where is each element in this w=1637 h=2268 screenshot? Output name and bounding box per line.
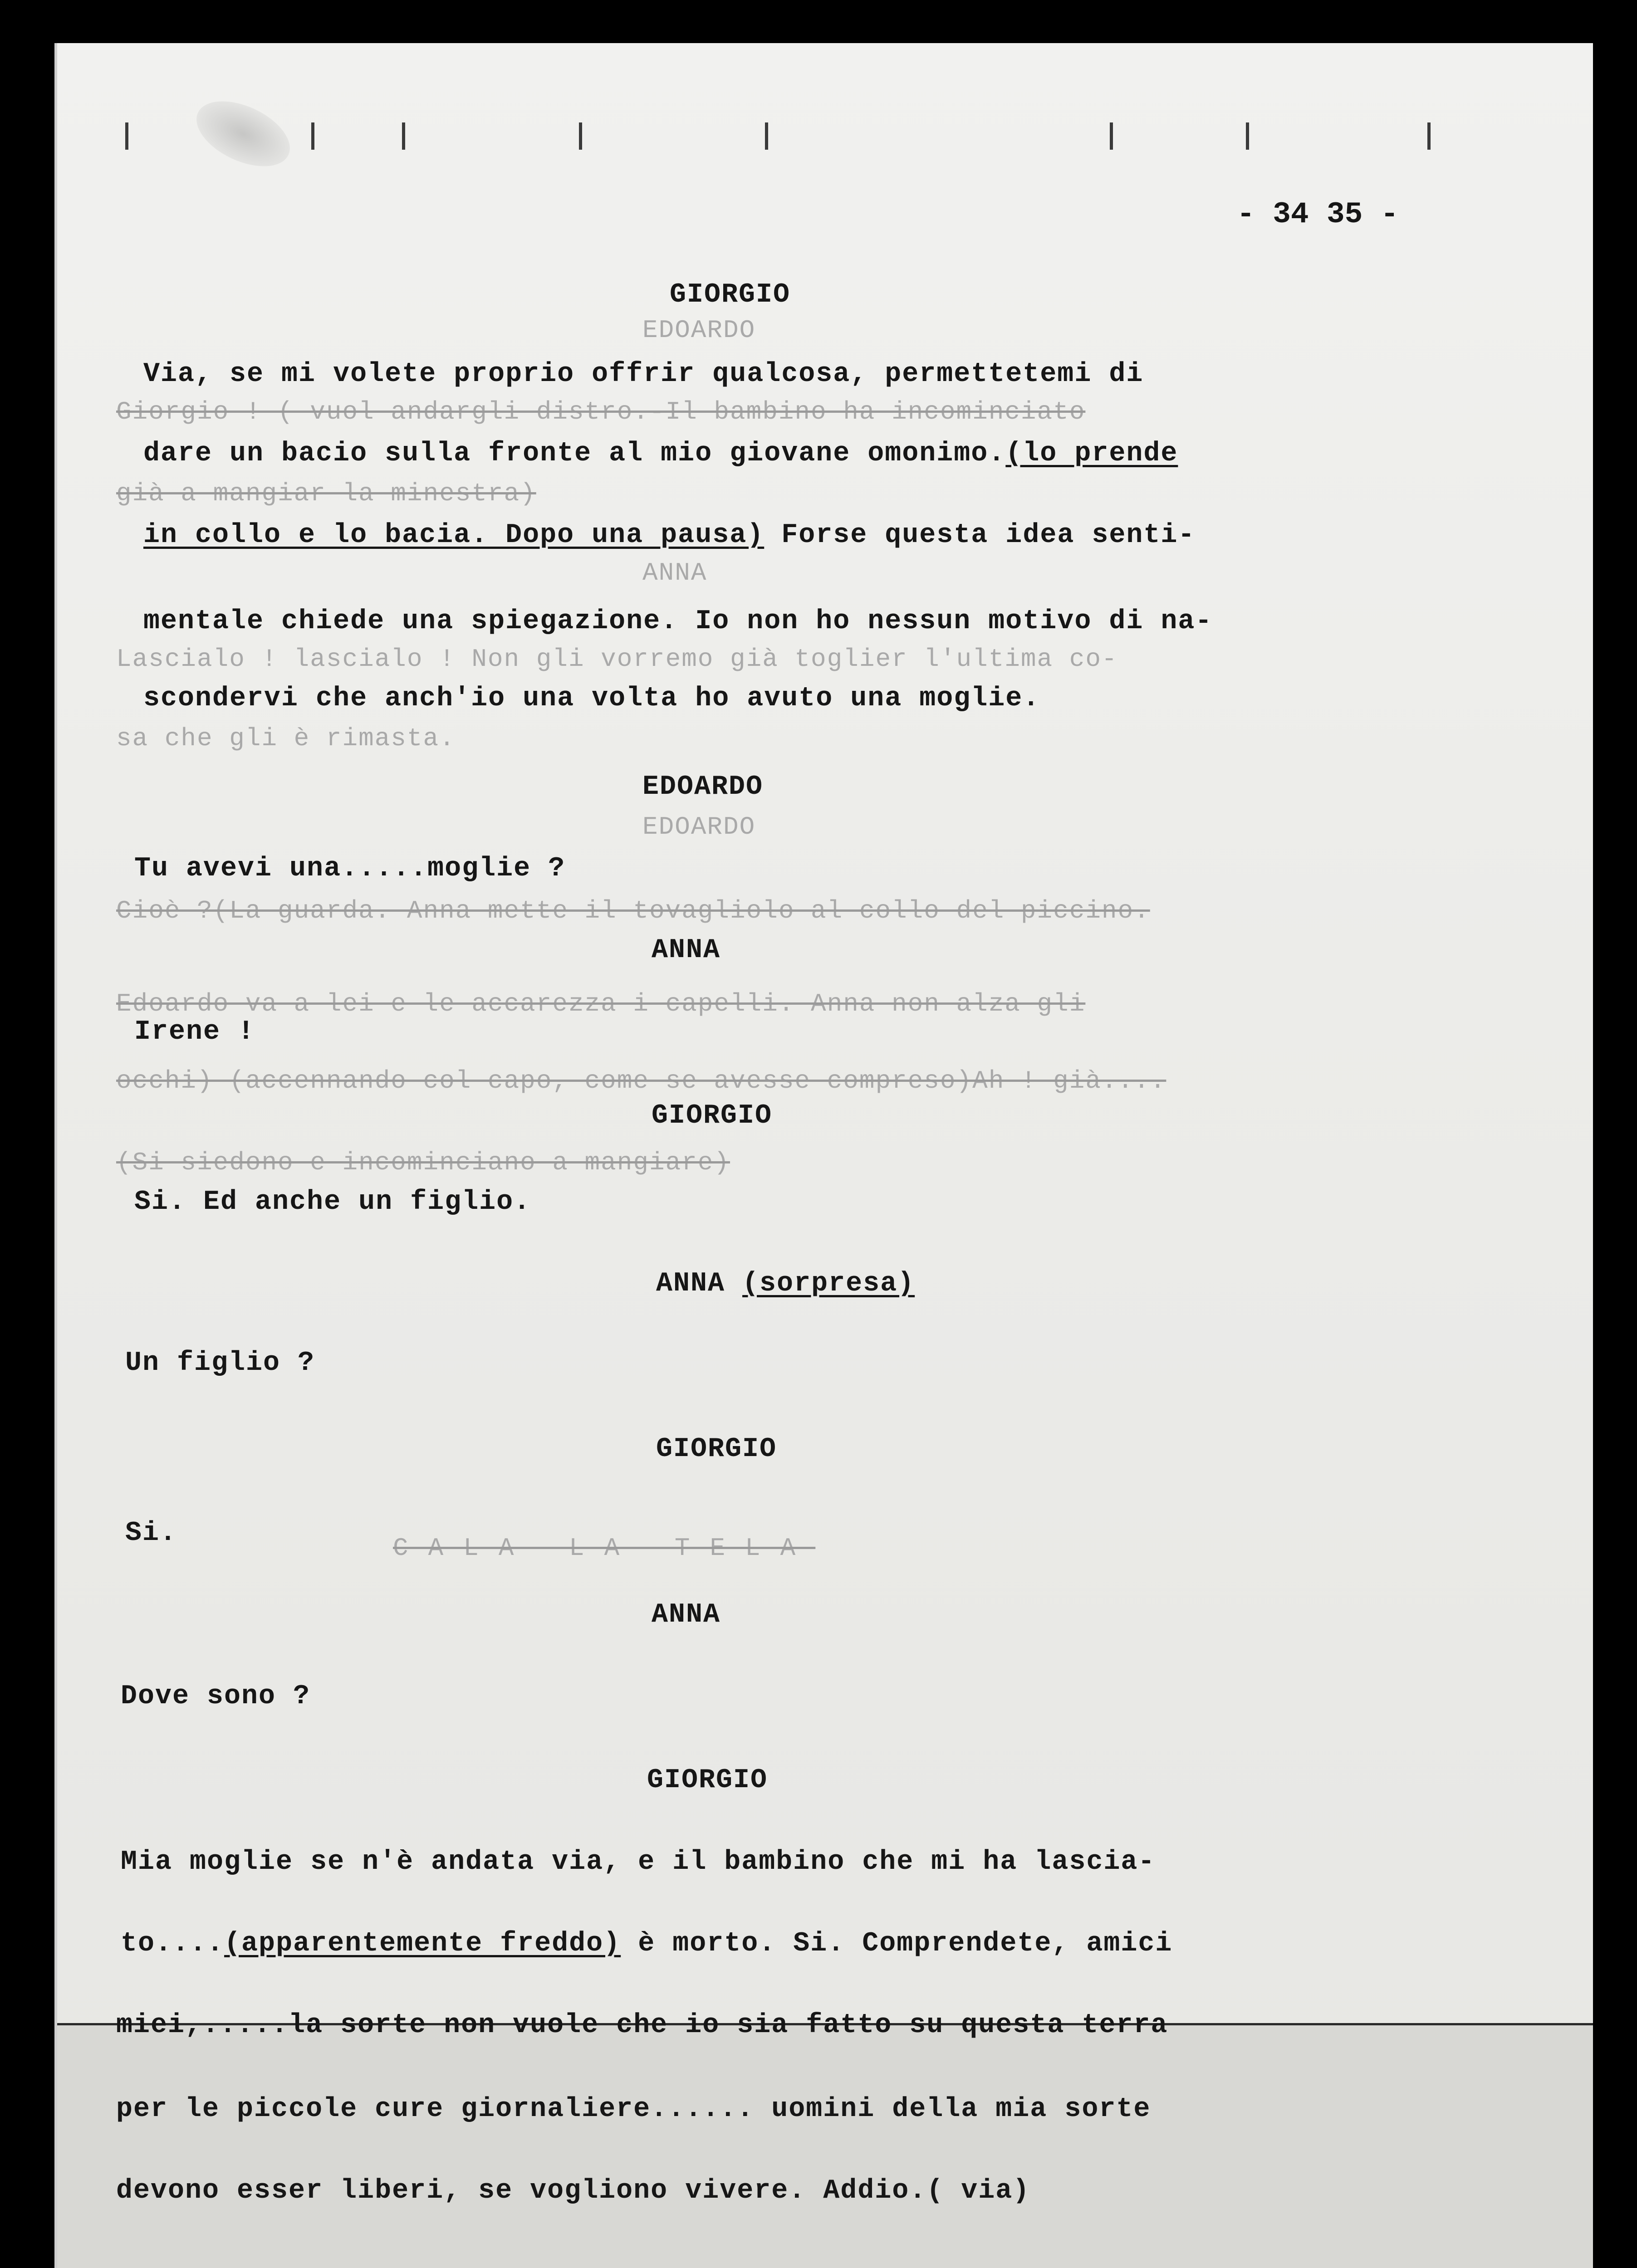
dialogue-line: devono esser liberi, se vogliono vivere. Addio.( via): [116, 2175, 1030, 2206]
ghost-speaker: ANNA: [642, 558, 707, 587]
stage-direction: (lo prende: [1005, 438, 1178, 469]
typewriter-tick: [125, 122, 128, 150]
dialogue-line: Mia moglie se n'è andata via, e il bambino che mi ha lascia-: [121, 1847, 1156, 1877]
dialogue-line: dare un bacio sulla fronte al mio giovane omonimo.(lo prende: [143, 438, 1178, 469]
ghost-curtain-line: CALA LA TELA: [393, 1534, 816, 1563]
typewriter-tick: [765, 122, 768, 150]
dialogue-line: scondervi che anch'io una volta ho avuto una moglie.: [143, 683, 1040, 714]
typewriter-tick: [579, 122, 582, 150]
dialogue-line: Via, se mi volete proprio offrir qualcosa, permettetemi di: [143, 359, 1144, 390]
speaker-name: GIORGIO: [647, 1765, 768, 1796]
typewriter-tick: [1246, 122, 1249, 150]
typewriter-tick: [1427, 122, 1431, 150]
typewriter-tick: [311, 122, 314, 150]
speaker-name: ANNA: [652, 935, 721, 966]
page-number: - 34 35 -: [1237, 197, 1399, 231]
dialogue-line: miei,.....la sorte non vuole che io sia fatto su questa terra: [116, 2010, 1168, 2041]
dialogue-line: mentale chiede una spiegazione. Io non ho nessun motivo di na-: [143, 606, 1213, 637]
speaker-name: GIORGIO: [670, 279, 791, 310]
speaker-name: EDOARDO: [642, 772, 764, 802]
dialogue-line: Si.: [125, 1518, 177, 1549]
ghost-line: Giorgio ! ( vuol andargli distro.-Il bambino ha incominciato: [116, 397, 1086, 426]
stage-direction: in collo e lo bacia. Dopo una pausa): [143, 520, 765, 551]
dialogue-line: Un figlio ?: [125, 1348, 315, 1378]
stage-direction: (sorpresa): [742, 1268, 915, 1299]
typescript-page: [54, 43, 1593, 2268]
dialogue-line: Irene !: [134, 1017, 255, 1047]
ghost-line: (Si siedono e incominciano a mangiare): [116, 1148, 730, 1177]
ghost-speaker: EDOARDO: [642, 316, 756, 345]
dialogue-line: Dove sono ?: [121, 1681, 311, 1712]
speaker-name: ANNA (sorpresa): [656, 1268, 915, 1299]
dialogue-line: in collo e lo bacia. Dopo una pausa) Forse questa idea senti-: [143, 520, 1196, 551]
typewriter-tick: [402, 122, 405, 150]
ghost-line: sa che gli è rimasta.: [116, 724, 456, 753]
speaker-name: GIORGIO: [656, 1434, 777, 1465]
ghost-line: Edoardo va a lei e le accarezza i capelli. Anna non alza gli: [116, 989, 1086, 1018]
speaker-name: ANNA: [652, 1599, 721, 1630]
ghost-line: occhi) (accennando col capo, come se avesse compreso)Ah ! già....: [116, 1066, 1166, 1095]
dialogue-line: to....(apparentemente freddo) è morto. Si. Comprendete, amici: [121, 1928, 1173, 1959]
typewriter-tick: [1110, 122, 1113, 150]
dialogue-line: Si. Ed anche un figlio.: [134, 1187, 531, 1217]
ghost-speaker: EDOARDO: [642, 812, 756, 841]
dialogue-line: Tu avevi una.....moglie ?: [134, 853, 566, 884]
speaker-name: GIORGIO: [652, 1100, 773, 1131]
ghost-line: Lascialo ! lascialo ! Non gli vorremo già toglier l'ultima co-: [116, 645, 1118, 674]
dialogue-line: per le piccole cure giornaliere...... uomini della mia sorte: [116, 2094, 1151, 2125]
page-fold-shadow: [57, 2025, 1593, 2268]
ghost-line: Cioè ?(La guarda. Anna mette il tovagliolo al collo del piccino.: [116, 896, 1150, 925]
ghost-line: già a mangiar la minestra): [116, 479, 536, 508]
stage-direction: (apparentemente freddo): [224, 1928, 621, 1959]
ink-smudge: [186, 88, 300, 180]
